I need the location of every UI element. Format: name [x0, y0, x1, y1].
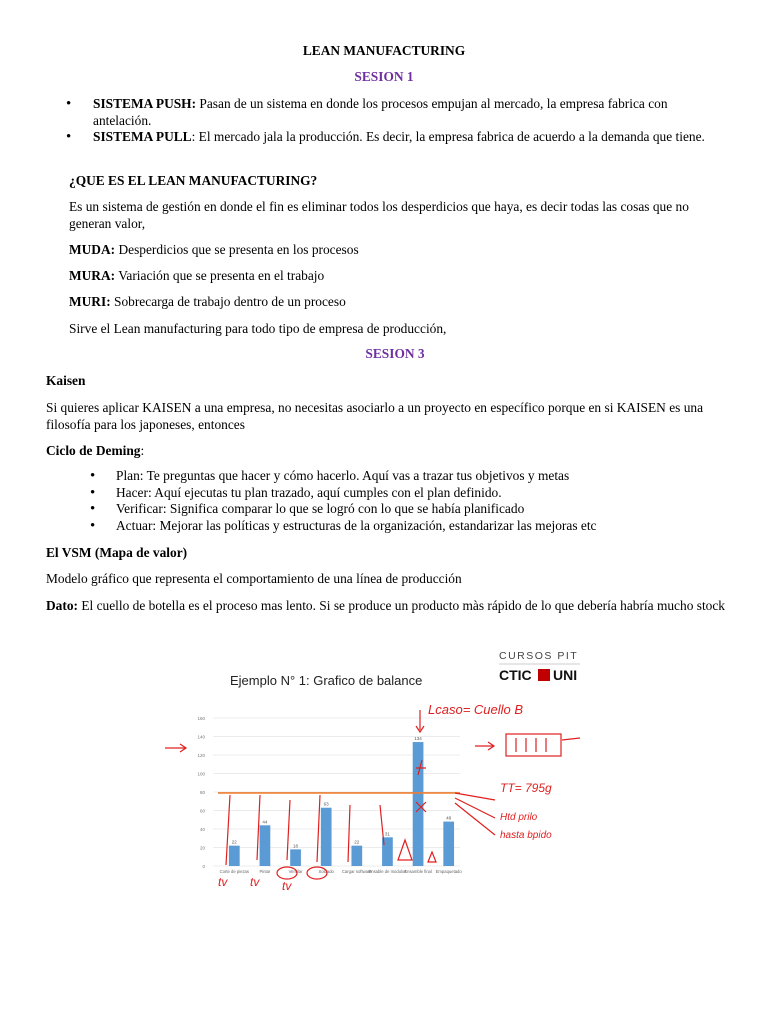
x-tick-label-0: Corte de piezas: [219, 869, 249, 874]
brand-cursos-pit: CURSOS PIT: [499, 650, 579, 662]
deming-item-hacer: • Hacer: Aquí ejecutas tu plan trazado, aquí cumples con el plan definido.: [88, 485, 688, 502]
kaisen-text: Si quieres aplicar KAISEN a una empresa, no necesitas asociarlo a un proyecto en específico porque en si KAISEN es una filosofía para los japoneses, entonces: [46, 400, 704, 432]
dato-line: [46, 598, 726, 615]
hand-top-note: Lcaso= Cuello B: [428, 702, 524, 717]
x-tick-label-3: Soldado: [318, 869, 334, 874]
hand-tv-1: tv: [218, 875, 228, 889]
deming-list: [88, 468, 688, 534]
balance-chart-image: [160, 640, 600, 900]
pull-term: SISTEMA PULL: [93, 129, 192, 144]
bar-7: [443, 822, 454, 866]
mura-term: MURA:: [69, 268, 116, 283]
x-tick-label-5: Ensable de modulos: [368, 869, 407, 874]
document-title: LEAN MANUFACTURING: [302, 43, 466, 58]
x-tick-label-6: Ensamble final: [404, 869, 432, 874]
deming-colon: :: [140, 443, 145, 458]
x-tick-label-4: Cargar software: [341, 869, 372, 874]
y-tick-label: 80: [199, 790, 205, 795]
deming-line: [46, 443, 144, 460]
y-tick-label: 20: [199, 845, 205, 851]
uni-logo-icon: [538, 669, 550, 681]
mura-text: Variación que se presenta en el trabajo: [115, 268, 325, 283]
bar-2: [290, 849, 301, 866]
value-label-2: 18: [293, 843, 299, 849]
muda-text: Desperdicios que se presenta en los procesos: [115, 242, 359, 257]
bar-3: [321, 808, 332, 866]
chart-title: Ejemplo N° 1: Grafico de balance: [230, 673, 423, 688]
x-tick-label-7: Empaquetado: [435, 869, 462, 874]
session-1-heading: SESION 1: [354, 69, 414, 84]
x-tick-label-2: Ventilar: [288, 869, 303, 874]
value-label-1: 44: [262, 819, 268, 825]
y-tick-label: 60: [199, 808, 205, 814]
bar-0: [229, 846, 240, 866]
y-tick-label: 120: [197, 753, 205, 758]
brand-ctic: CTIC: [499, 667, 532, 683]
x-tick-label-1: Pintar: [259, 869, 271, 874]
list-item-push: [64, 96, 714, 129]
muri-line: [69, 294, 346, 311]
y-tick-label: 40: [199, 827, 205, 832]
brand-uni: UNI: [553, 667, 578, 683]
hand-note-2: hasta bpido: [500, 830, 552, 841]
hand-tv-3: tv: [282, 879, 292, 893]
muda-line: [69, 242, 359, 259]
pull-text: : El mercado jala la producción. Es decir, la empresa fabrica de acuerdo a la demanda que tiene.: [191, 129, 705, 144]
vsm-heading: El VSM (Mapa de valor): [46, 545, 188, 560]
muri-term: MURI:: [69, 294, 111, 309]
y-tick-label: 100: [197, 771, 205, 777]
deming-item-plan: • Plan: Te preguntas que hacer y cómo hacerlo. Aquí vas a trazar tus objetivos y metas: [88, 468, 688, 485]
que-es-heading: ¿QUE ES EL LEAN MANUFACTURING?: [69, 173, 318, 188]
que-es-text: Es un sistema de gestión en donde el fin es eliminar todos los desperdicios que haya, es decir todas las cosas que no generan valor,: [69, 199, 689, 231]
value-label-4: 22: [354, 839, 360, 845]
dato-term: Dato:: [46, 598, 78, 613]
muri-text: Sobrecarga de trabajo dentro de un proceso: [110, 294, 346, 309]
push-text: Pasan de un sistema en donde los procesos empujan al mercado, la empresa fabrica con antelación.: [93, 96, 668, 128]
deming-heading: Ciclo de Deming: [46, 443, 141, 458]
vsm-text: Modelo gráfico que representa el comportamiento de una línea de producción: [46, 571, 462, 586]
value-label-5: 31: [384, 831, 390, 837]
dato-text: El cuello de botella es el proceso mas lento. Si se produce un producto màs rápido de lo que debería habría mucho stock: [77, 598, 726, 613]
value-label-7: 48: [446, 815, 452, 821]
session-3-heading: SESION 3: [365, 346, 425, 361]
sirve-text: Sirve el Lean manufacturing para todo tipo de empresa de producción,: [69, 321, 447, 336]
list-item-pull: [64, 129, 714, 146]
y-tick-label: 160: [197, 716, 205, 721]
value-label-6: 134: [414, 736, 422, 742]
kaisen-heading: Kaisen: [46, 373, 86, 388]
mura-line: [69, 268, 324, 285]
muda-term: MUDA:: [69, 242, 116, 257]
value-label-0: 22: [231, 839, 237, 845]
bar-1: [260, 825, 271, 866]
deming-item-actuar: • Actuar: Mejorar las políticas y estructuras de la organización, estandarizar las mejoras etc: [88, 518, 688, 535]
hand-takt-note: TT= 795g: [500, 781, 552, 795]
y-tick-label: 0: [202, 864, 205, 869]
push-term: SISTEMA PUSH:: [93, 96, 197, 111]
deming-item-verificar: • Verificar: Significa comparar lo que se logró con lo que se había planificado: [88, 501, 688, 518]
push-pull-list: [64, 96, 714, 146]
value-label-3: 63: [323, 801, 329, 807]
y-tick-label: 140: [197, 734, 205, 740]
hand-note-1: Htd prilo: [500, 812, 538, 823]
hand-tv-2: tv: [250, 875, 260, 889]
bar-4: [351, 846, 362, 866]
balance-chart: [160, 640, 600, 900]
